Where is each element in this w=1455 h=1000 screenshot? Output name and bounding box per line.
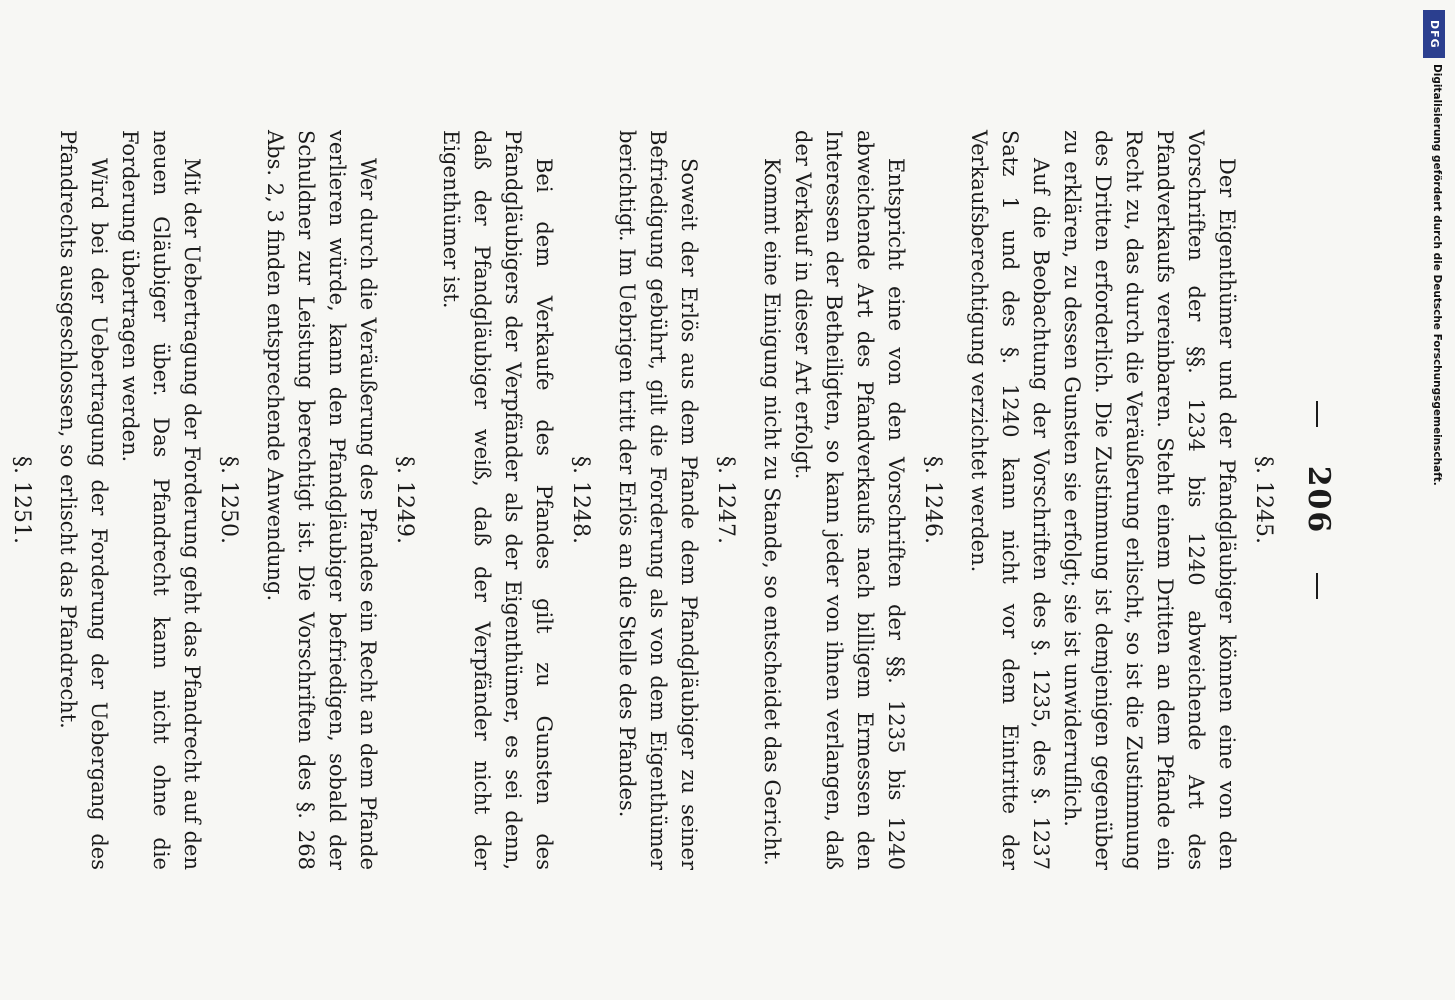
section-title: §. 1248. xyxy=(568,456,593,544)
section xyxy=(435,130,595,870)
page-body xyxy=(0,130,1290,870)
section-title: §. 1249. xyxy=(392,456,417,544)
page-number: 206 xyxy=(1301,465,1336,535)
header-dash-left xyxy=(1316,401,1318,427)
header-dash-right xyxy=(1316,573,1318,599)
section-title: §. 1250. xyxy=(216,456,241,544)
section xyxy=(52,130,243,870)
section-paragraph: Kommt eine Einigung nicht zu Stande, so entscheidet das Gericht. xyxy=(760,158,784,866)
section-paragraph: Soweit der Erlös aus dem Pfande dem Pfandgläubiger zu seiner Befriedigung gebührt, gilt die Forderung als von dem Eigenthümer berichtigt. Im Uebrigen tritt der Erlös an die Stelle des Pfandes. xyxy=(615,130,701,870)
section xyxy=(0,130,36,870)
section-title: §. 1251. xyxy=(9,456,34,544)
section-paragraph: Wird bei der Uebertragung der Forderung der Uebergang des Pfandrechts ausgeschlossen, so erlischt das Pfandrecht. xyxy=(56,130,111,870)
section-paragraph: Auf die Beobachtung der Vorschriften des §. 1235, des §. 1237 Satz 1 und des §. 1240 kann nicht vor dem Eintritte der Verkaufsberechtigung verzichtet werden. xyxy=(967,130,1053,870)
rotated-page xyxy=(9,0,1350,1000)
section-paragraph: Mit der Uebertragung der Forderung geht das Pfandrecht auf den neuen Gläubiger über. Das Pfandrecht kann nicht ohne die Forderung übertragen werden. xyxy=(118,130,204,870)
page-header xyxy=(1286,0,1336,1000)
digitization-notice: Digitalisierung gefördert durch die Deutsche Forschungsgemeinschaft. xyxy=(1431,64,1443,486)
section xyxy=(259,130,419,870)
section-paragraph: Der Eigenthümer und der Pfandgläubiger können eine von den Vorschriften der §§. 1234 bis 1240 abweichende Art des Pfandverkaufs vereinbaren. Steht einem Dritten an dem Pfande ein Recht zu, das durch die Veräußerung erlischt, so ist die Zustimmung des Dritten erforderlich. Die Zustimmung ist demjenigen gegenüber zu erklären, zu dessen Gunsten sie erfolgt; sie ist unwiderruflich. xyxy=(1060,130,1239,870)
dfg-logo-icon: DFG xyxy=(1423,10,1445,58)
section-title: §. 1245. xyxy=(1251,456,1276,544)
section-paragraph: Entspricht eine von den Vorschriften der §§. 1235 bis 1240 abweichende Art des Pfandverkaufs nach billigem Ermessen den Interessen der Betheiligten, so kann jeder von ihnen verlangen, daß der Verkauf in dieser Art erfolgt. xyxy=(791,130,908,870)
section-title: §. 1246. xyxy=(920,456,945,544)
section-title: §. 1247. xyxy=(713,456,738,544)
section xyxy=(611,130,740,870)
section-paragraph: Bei dem Verkaufe des Pfandes gilt zu Gunsten des Pfandgläubigers der Verpfänder als der Eigenthümer, es sei denn, daß der Pfandgläubiger weiß, daß der Verpfänder nicht der Eigenthümer ist. xyxy=(439,130,556,870)
section xyxy=(963,130,1278,870)
digitization-sidebar xyxy=(1421,10,1447,990)
section xyxy=(756,130,947,870)
section-paragraph: Wer durch die Veräußerung des Pfandes ein Recht an dem Pfande verlieren würde, kann den Pfandgläubiger befriedigen, sobald der Schuldner zur Leistung berechtigt ist. Die Vorschriften des §. 268 Abs. 2, 3 finden entsprechende Anwendung. xyxy=(263,130,380,870)
